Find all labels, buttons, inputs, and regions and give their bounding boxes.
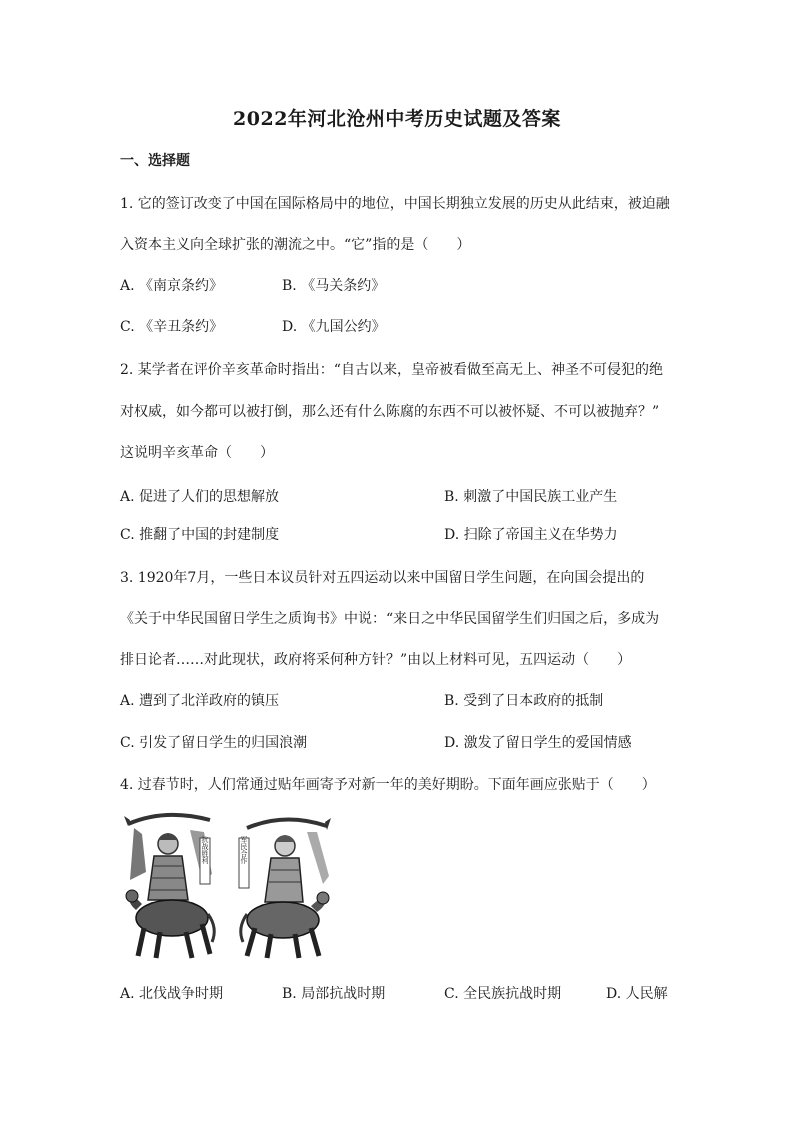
- page-title: 2022年河北沧州中考历史试题及答案: [233, 108, 561, 130]
- q2-option-b: B. 刺激了中国民族工业产生: [444, 489, 618, 505]
- q4-stem-line1: 4. 过春节时，人们常通过贴年画寄予对新一年的美好期盼。下面年画应张贴于（ ）: [120, 777, 656, 793]
- q1-option-a: A. 《南京条约》: [120, 278, 224, 294]
- q1-stem-line2: 入资本主义向全球扩张的潮流之中。“它”指的是（ ）: [120, 237, 471, 253]
- q2-stem-line2: 对权威，如今都可以被打倒，那么还有什么陈腐的东西不可以被怀疑、不可以被抛弃？”: [120, 404, 660, 420]
- new-year-picture-2: [233, 810, 333, 962]
- q3-stem-line2: 《关于中华民国留日学生之质询书》中说：“来日之中华民国留学生们归国之后，多成为: [120, 611, 660, 627]
- q2-stem-line1: 2. 某学者在评价辛亥革命时指出：“自古以来，皇帝被看做至高无上、神圣不可侵犯的绝: [120, 362, 663, 378]
- q4-option-d: D. 人民解: [606, 986, 668, 1002]
- q1-option-b: B. 《马关条约》: [282, 278, 386, 294]
- q1-stem-line1: 1. 它的签订改变了中国在国际格局中的地位，中国长期独立发展的历史从此结束，被迫融: [120, 196, 670, 212]
- picture-1-caption: 抗战胜利: [201, 836, 209, 864]
- new-year-picture-1: [120, 810, 220, 962]
- q4-option-c: C. 全民族抗战时期: [444, 986, 562, 1002]
- q3-option-b: B. 受到了日本政府的抵制: [444, 693, 604, 709]
- q2-option-a: A. 促进了人们的思想解放: [120, 489, 280, 505]
- q2-option-c: C. 推翻了中国的封建制度: [120, 527, 280, 543]
- q1-option-d: D. 《九国公约》: [282, 319, 386, 335]
- q4-option-b: B. 局部抗战时期: [282, 986, 386, 1002]
- picture-2-caption: 军民合作: [240, 836, 248, 864]
- q3-option-a: A. 遭到了北洋政府的镇压: [120, 693, 280, 709]
- q2-option-d: D. 扫除了帝国主义在华势力: [444, 527, 618, 543]
- q4-option-a: A. 北伐战争时期: [120, 986, 224, 1002]
- q3-stem-line1: 3. 1920年7月，一些日本议员针对五四运动以来中国留日学生问题，在向国会提出的: [120, 570, 645, 586]
- q3-option-d: D. 激发了留日学生的爱国情感: [444, 735, 632, 751]
- q3-option-c: C. 引发了留日学生的归国浪潮: [120, 735, 308, 751]
- section-heading: 一、选择题: [120, 153, 190, 169]
- q3-stem-line3: 排日论者……对此现状，政府将采何种方针？”由以上材料可见，五四运动（ ）: [120, 652, 632, 668]
- q2-stem-line3: 这说明辛亥革命（ ）: [120, 445, 274, 461]
- q1-option-c: C. 《辛丑条约》: [120, 319, 224, 335]
